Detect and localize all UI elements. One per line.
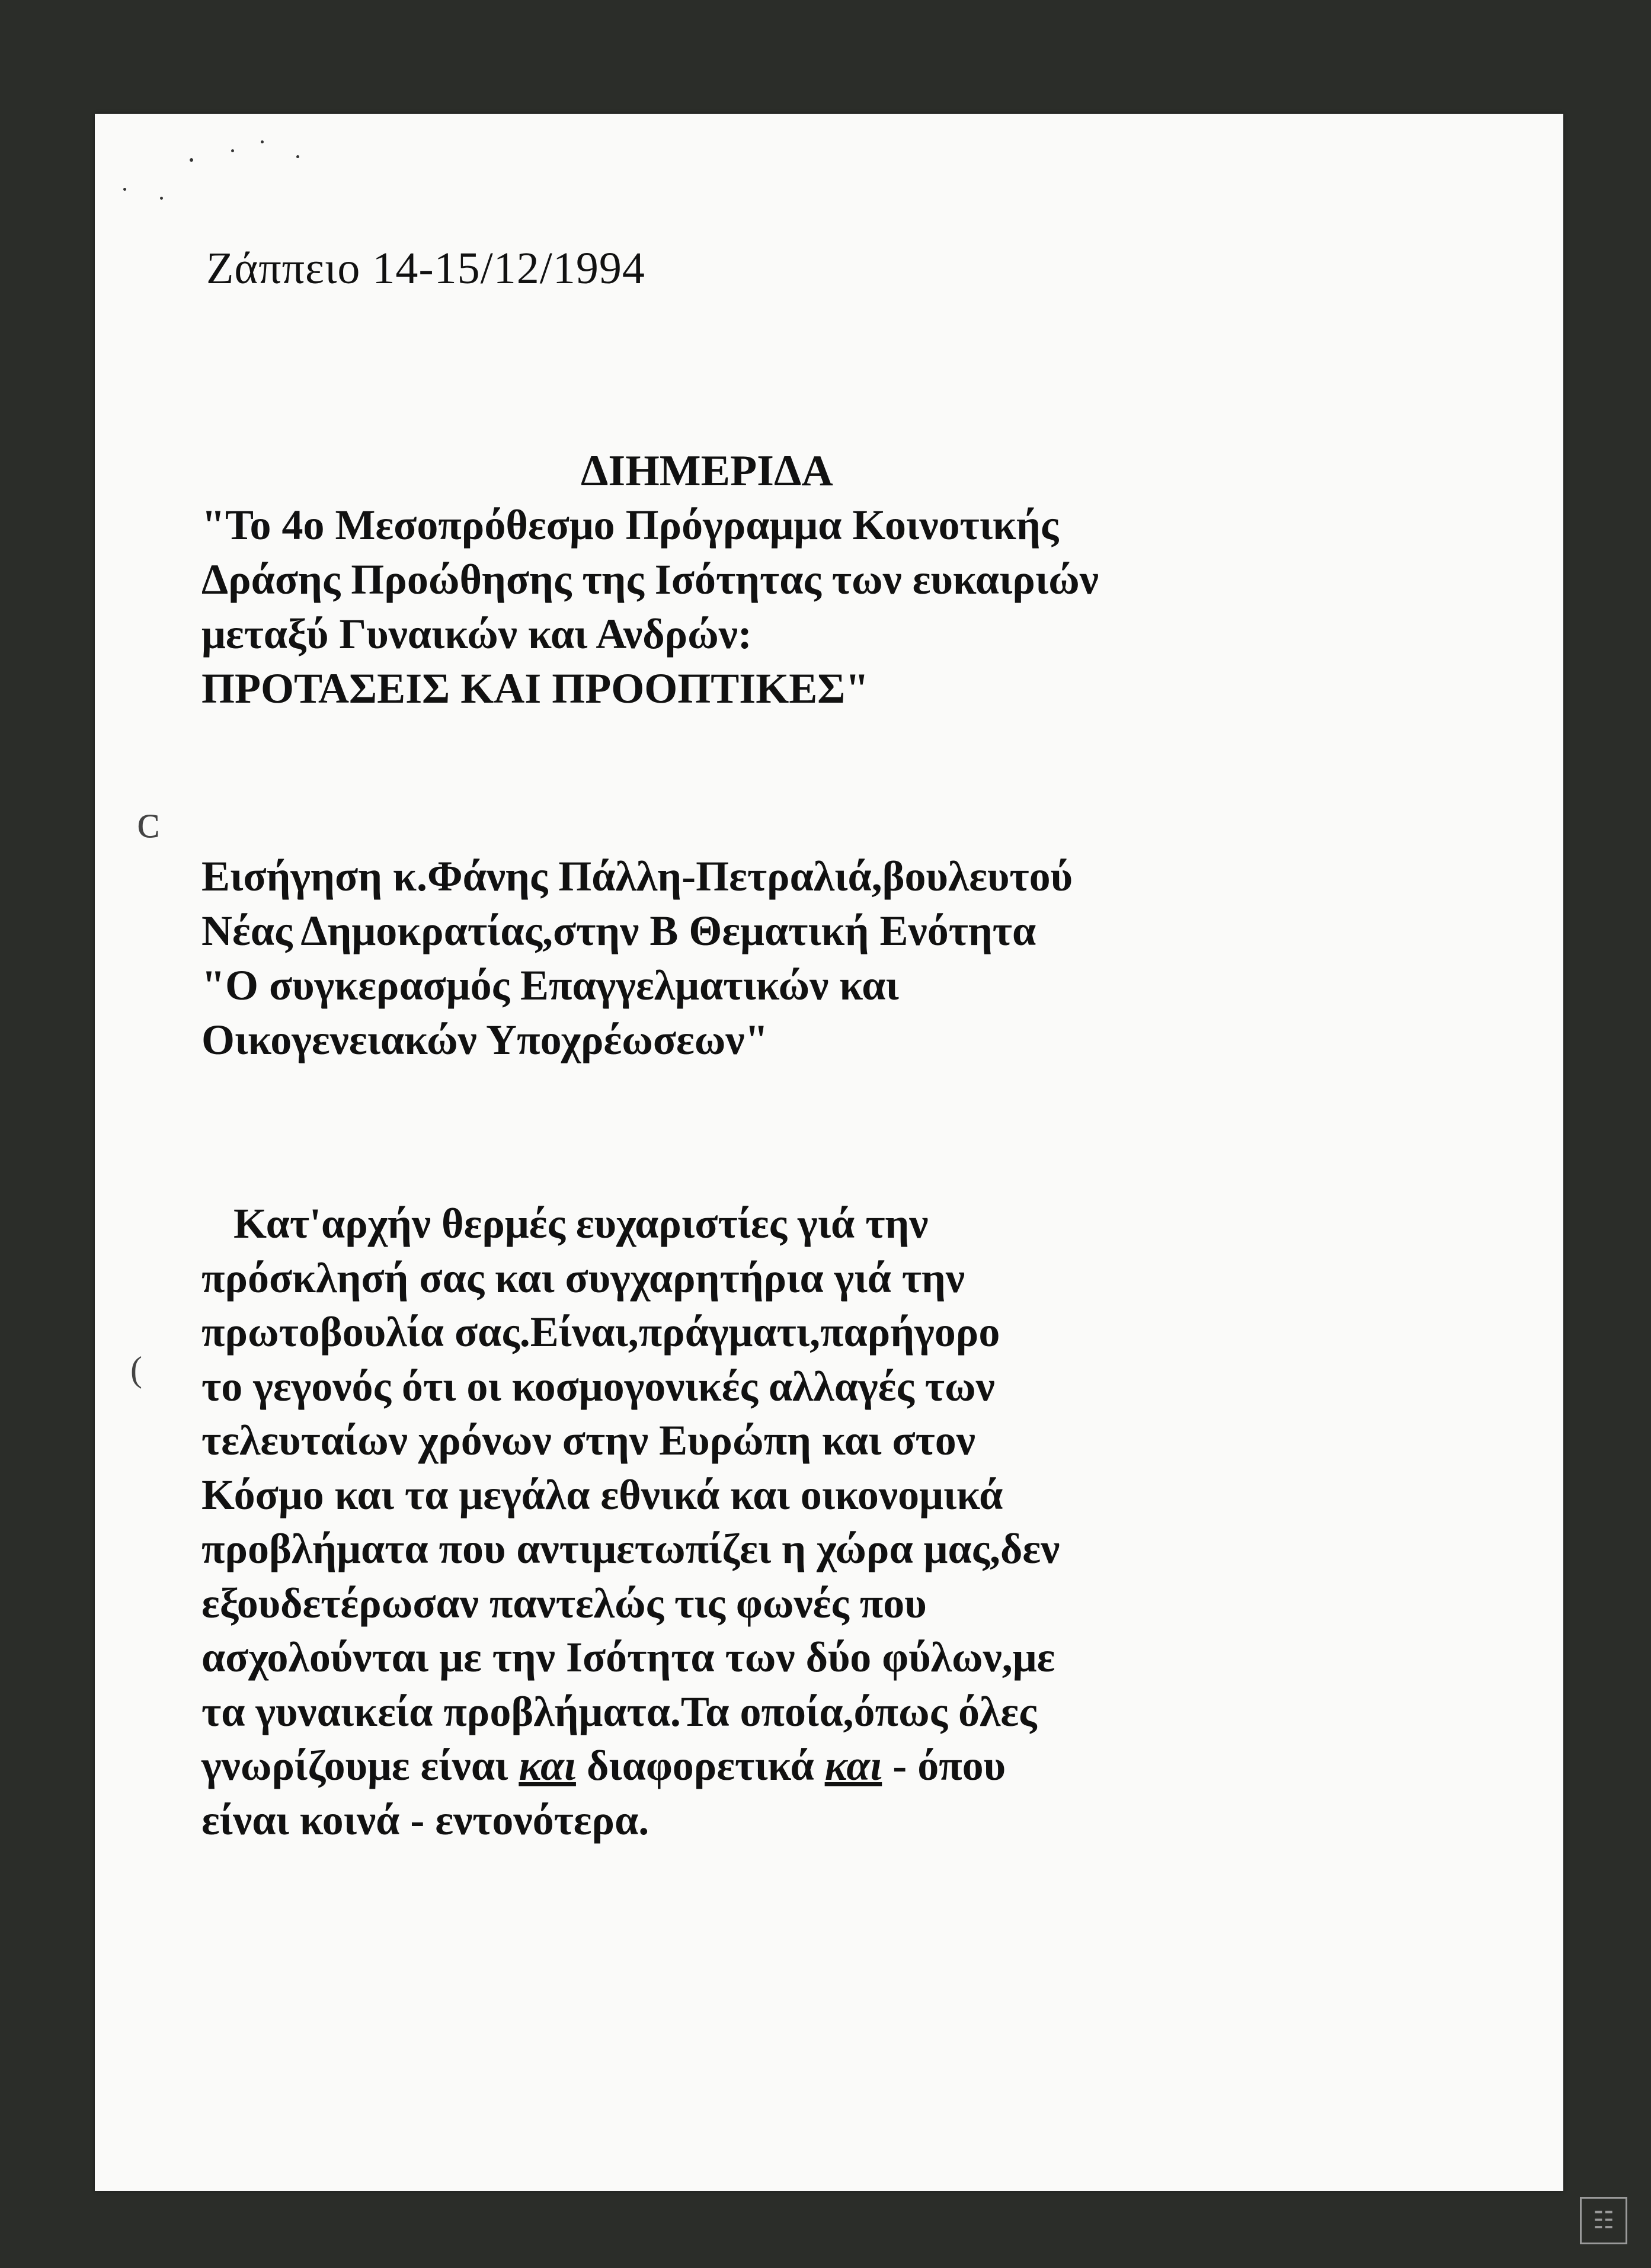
introduction-block	[201, 849, 1416, 1067]
paper-speck	[160, 197, 163, 200]
intro-line: Νέας Δημοκρατίας,στην Β Θεματική Ενότητα	[201, 907, 1036, 954]
paper-speck	[296, 155, 299, 158]
title-block	[201, 444, 1399, 716]
body-line: τελευταίων χρόνων στην Ευρώπη και στον	[201, 1417, 975, 1464]
body-line: ασχολούνται με την Ισότητα των δύο φύλων,με	[201, 1633, 1055, 1681]
archive-stamp-icon: ☷	[1580, 2197, 1627, 2244]
emphasis-underlined: και	[519, 1742, 576, 1789]
title-heading: ΔΙΗΜΕΡΙΔΑ	[581, 447, 833, 495]
emphasis-underlined: και	[824, 1742, 882, 1789]
intro-line: Εισήγηση κ.Φάνης Πάλλη-Πετραλιά,βουλευτού	[201, 853, 1073, 900]
body-line: εξουδετέρωσαν παντελώς τις φωνές που	[201, 1579, 927, 1627]
body-line: προβλήματα που αντιμετωπίζει η χώρα μας,δεν	[201, 1525, 1060, 1572]
body-line: πρωτοβουλία σας.Είναι,πράγματι,παρήγορο	[201, 1308, 1000, 1356]
title-line: μεταξύ Γυναικών και Ανδρών:	[201, 610, 752, 658]
body-text-span: γνωρίζουμε είναι	[201, 1742, 519, 1789]
body-line: Κόσμο και τα μεγάλα εθνικά και οικονομικά	[201, 1471, 1003, 1519]
title-line: ΠΡΟΤΑΣΕΙΣ ΚΑΙ ΠΡΟΟΠΤΙΚΕΣ"	[201, 665, 869, 712]
intro-line: Οικογενειακών Υποχρέωσεων"	[201, 1016, 769, 1063]
body-text	[201, 1197, 1416, 1847]
body-line: είναι κοινά - εντονότερα.	[201, 1796, 649, 1844]
document-page	[95, 114, 1563, 2191]
body-line: πρόσκλησή σας και συγχαρητήρια γιά την	[201, 1254, 965, 1302]
punch-hole-mark: (	[130, 1350, 142, 1389]
title-line: "Το 4ο Μεσοπρόθεσμο Πρόγραμμα Κοινοτικής	[201, 501, 1059, 549]
paper-speck	[123, 188, 126, 191]
punch-hole-mark: ᴄ	[137, 796, 161, 848]
body-line: τα γυναικεία προβλήματα.Τα οποία,όπως όλες	[201, 1687, 1037, 1735]
paper-speck	[190, 158, 193, 162]
title-line: Δράσης Προώθησης της Ισότητας των ευκαιριών	[201, 556, 1099, 603]
body-text-span: - όπου	[882, 1742, 1006, 1789]
date-line: Ζάππειο 14-15/12/1994	[206, 244, 645, 293]
paper-speck	[261, 140, 264, 143]
paper-speck	[231, 149, 234, 152]
body-line	[201, 1739, 1416, 1793]
body-line: Κατ'αρχήν θερμές ευχαριστίες γιά την	[201, 1200, 929, 1247]
body-line: το γεγονός ότι οι κοσμογονικές αλλαγές των	[201, 1362, 995, 1410]
body-text-span: διαφορετικά	[575, 1742, 825, 1789]
intro-line: "Ο συγκερασμός Επαγγελματικών και	[201, 962, 899, 1009]
